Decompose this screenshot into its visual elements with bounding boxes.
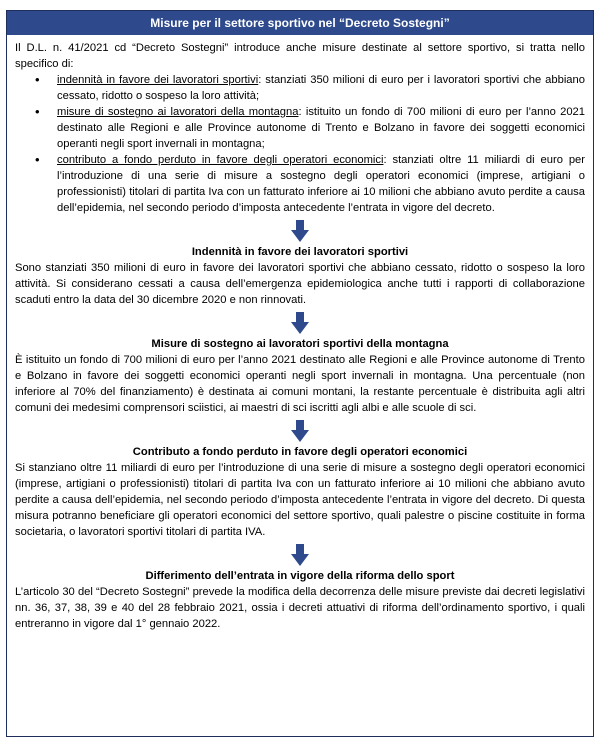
section-text: Si stanziano oltre 11 miliardi di euro per l’introduzione di una serie di misure a sostegno degli operatori economici (imprese, artigiani o professionisti) titolari di partita Iva con un fatturato inferiore ai 10 milioni che abbiano avuto perdite a causa dell’epidemia, nel secondo periodo d’imposta antecedente l’entrata in vigore del decreto. Di questa misura potranno beneficiare gli operatori economici del settore sportivo, quali palestre o piscine costituite in forma societaria, o lavoratori sportivi titolari di partita IVA.: [15, 462, 585, 538]
section-title: Misure di sostegno ai lavoratori sportivi della montagna: [151, 338, 449, 350]
section-indennita: [15, 218, 585, 308]
section-title: Differimento dell’entrata in vigore della riforma dello sport: [145, 570, 455, 582]
list-item: [15, 104, 585, 152]
down-arrow-icon: [291, 220, 309, 242]
section-differimento: [15, 542, 585, 632]
section-title: Contributo a fondo perduto in favore degli operatori economici: [132, 446, 468, 458]
measures-list: [15, 72, 585, 216]
box-body: [15, 40, 585, 632]
bullet-icon: •: [35, 72, 40, 87]
section-text: È istituito un fondo di 700 milioni di euro per l’anno 2021 destinato alle Regioni e alle Province autonome di Trento e Bolzano in favore dei soggetti economici operanti negli sport invernali in montagna. Una percentuale (non inferiore al 70% del finanziamento) è destinata ai comuni montani, la restante percentuale è distribuita agli altri comuni dei medesimi comprensori sciistici, ai maestri di sci iscritti agli albi e alle scuole di sci.: [15, 354, 585, 414]
info-box: [6, 10, 594, 737]
list-item-label: indennità in favore dei lavoratori sportivi: [57, 74, 259, 86]
down-arrow-icon: [291, 544, 309, 566]
bullet-icon: •: [35, 104, 40, 119]
section-contributo: [15, 418, 585, 540]
section-title: Indennità in favore dei lavoratori sportivi: [191, 246, 409, 258]
down-arrow-icon: [291, 420, 309, 442]
list-item: [15, 72, 585, 104]
list-item: [15, 152, 585, 216]
list-item-label: contributo a fondo perduto in favore degli operatori economici: [57, 154, 384, 166]
list-item-text: : istituito un fondo di 700 milioni di euro per l’anno 2021 destinato alle Regioni e alle Province autonome di Trento e Bolzano in favore dei soggetti economici operanti negli sport invernali in montagna;: [57, 106, 585, 150]
bullet-icon: •: [35, 152, 40, 167]
list-item-label: misure di sostegno ai lavoratori della montagna: [57, 106, 299, 118]
list-item-text: : stanziati 350 milioni di euro per i lavoratori sportivi che abbiano cessato, ridotto o sospeso la loro attività;: [57, 74, 585, 102]
list-item-text: : stanziati oltre 11 miliardi di euro per l’introduzione di una serie di misure a sostegno degli operatori economici (imprese, artigiani o professionisti) titolari di partita Iva con un fatturato inferiore ai 10 milioni che abbiano avuto perdite a causa dell’epidemia, nel secondo periodo d’imposta antecedente l’entrata in vigore del decreto.: [57, 154, 585, 214]
box-title: Misure per il settore sportivo nel “Decreto Sostegni”: [7, 11, 593, 35]
section-text: L’articolo 30 del “Decreto Sostegni” prevede la modifica della decorrenza delle misure previste dai decreti legislativi nn. 36, 37, 38, 39 e 40 del 28 febbraio 2021, ossia i decreti attuativi di riforma dell’ordinamento sportivo, i quali entreranno in vigore dal 1° gennaio 2022.: [15, 586, 585, 630]
intro-text: Il D.L. n. 41/2021 cd “Decreto Sostegni” introduce anche misure destinate al settore sportivo, si tratta nello specifico di:: [15, 42, 585, 70]
section-text: Sono stanziati 350 milioni di euro in favore dei lavoratori sportivi che abbiano cessato, ridotto o sospeso la loro attività. Si considerano cessati a causa dell’emergenza epidemiologica anche tutti i rapporti di collaborazione scaduti entro la data del 30 dicembre 2020 e non rinnovati.: [15, 262, 585, 306]
section-montagna: [15, 310, 585, 416]
down-arrow-icon: [291, 312, 309, 334]
